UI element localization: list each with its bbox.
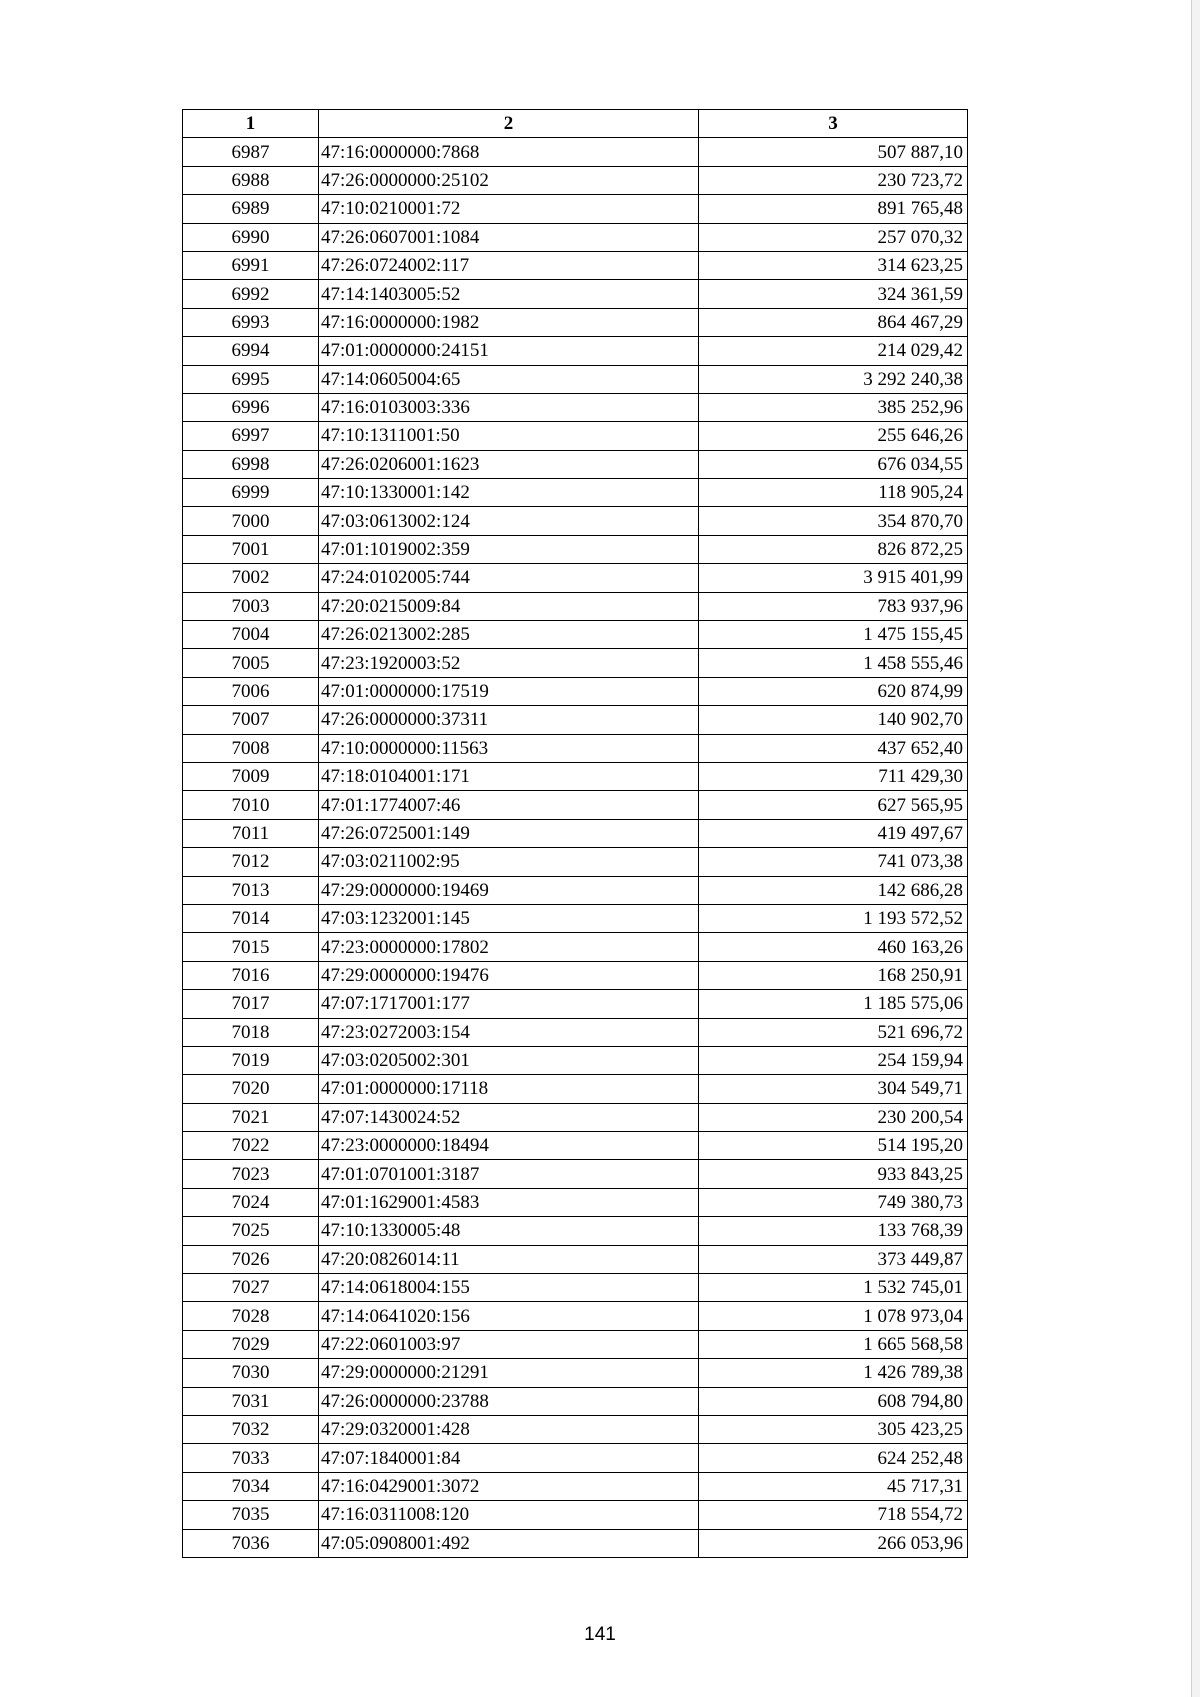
table-row	[183, 592, 968, 620]
cadastral-number-cell: 47:22:0601003:97	[319, 1330, 699, 1358]
value-cell: 507 887,10	[699, 138, 968, 166]
row-number-cell: 6988	[183, 166, 319, 194]
table-row	[183, 251, 968, 279]
row-number-cell: 6997	[183, 422, 319, 450]
row-number-cell: 7003	[183, 592, 319, 620]
row-number-cell: 7009	[183, 762, 319, 790]
table-row	[183, 1359, 968, 1387]
row-number-cell: 7018	[183, 1018, 319, 1046]
cadastral-number-cell: 47:18:0104001:171	[319, 762, 699, 790]
table-row	[183, 1274, 968, 1302]
value-cell: 3 915 401,99	[699, 564, 968, 592]
row-number-cell: 7030	[183, 1359, 319, 1387]
table-row	[183, 1302, 968, 1330]
table-row	[183, 876, 968, 904]
value-cell: 254 159,94	[699, 1046, 968, 1074]
value-cell: 711 429,30	[699, 762, 968, 790]
table-row	[183, 365, 968, 393]
cadastral-number-cell: 47:16:0000000:1982	[319, 308, 699, 336]
value-cell: 1 426 789,38	[699, 1359, 968, 1387]
table-row	[183, 195, 968, 223]
value-cell: 1 193 572,52	[699, 904, 968, 932]
cadastral-number-cell: 47:01:1019002:359	[319, 535, 699, 563]
value-cell: 230 200,54	[699, 1103, 968, 1131]
table-row	[183, 1103, 968, 1131]
table-row	[183, 1188, 968, 1216]
value-cell: 1 475 155,45	[699, 621, 968, 649]
value-cell: 676 034,55	[699, 450, 968, 478]
table-row	[183, 1132, 968, 1160]
cadastral-number-cell: 47:26:0206001:1623	[319, 450, 699, 478]
table-row	[183, 450, 968, 478]
row-number-cell: 6987	[183, 138, 319, 166]
value-cell: 230 723,72	[699, 166, 968, 194]
value-cell: 1 185 575,06	[699, 990, 968, 1018]
cadastral-number-cell: 47:01:0701001:3187	[319, 1160, 699, 1188]
row-number-cell: 6990	[183, 223, 319, 251]
row-number-cell: 7002	[183, 564, 319, 592]
cadastral-number-cell: 47:29:0000000:19469	[319, 876, 699, 904]
cadastral-number-cell: 47:16:0103003:336	[319, 393, 699, 421]
row-number-cell: 6991	[183, 251, 319, 279]
table-row	[183, 138, 968, 166]
cadastral-number-cell: 47:07:1840001:84	[319, 1444, 699, 1472]
row-number-cell: 7015	[183, 933, 319, 961]
value-cell: 1 532 745,01	[699, 1274, 968, 1302]
value-cell: 305 423,25	[699, 1415, 968, 1443]
cadastral-number-cell: 47:10:0000000:11563	[319, 734, 699, 762]
row-number-cell: 7025	[183, 1217, 319, 1245]
value-cell: 864 467,29	[699, 308, 968, 336]
cadastral-number-cell: 47:26:0213002:285	[319, 621, 699, 649]
row-number-cell: 7012	[183, 848, 319, 876]
cadastral-number-cell: 47:20:0215009:84	[319, 592, 699, 620]
table-row	[183, 649, 968, 677]
cadastral-number-cell: 47:26:0000000:25102	[319, 166, 699, 194]
row-number-cell: 7022	[183, 1132, 319, 1160]
value-cell: 168 250,91	[699, 961, 968, 989]
header-col-3: 3	[699, 110, 968, 138]
table-row	[183, 677, 968, 705]
value-cell: 1 458 555,46	[699, 649, 968, 677]
cadastral-number-cell: 47:23:0000000:17802	[319, 933, 699, 961]
value-cell: 45 717,31	[699, 1472, 968, 1500]
table-row	[183, 1160, 968, 1188]
cadastral-number-cell: 47:03:1232001:145	[319, 904, 699, 932]
value-cell: 1 665 568,58	[699, 1330, 968, 1358]
value-cell: 257 070,32	[699, 223, 968, 251]
value-cell: 521 696,72	[699, 1018, 968, 1046]
page-edge-strip	[1191, 0, 1200, 1697]
table-row	[183, 791, 968, 819]
table-row	[183, 337, 968, 365]
table-row	[183, 1415, 968, 1443]
cadastral-number-cell: 47:10:1311001:50	[319, 422, 699, 450]
row-number-cell: 7016	[183, 961, 319, 989]
table-row	[183, 1387, 968, 1415]
row-number-cell: 7029	[183, 1330, 319, 1358]
row-number-cell: 7011	[183, 819, 319, 847]
value-cell: 140 902,70	[699, 706, 968, 734]
table-row	[183, 848, 968, 876]
row-number-cell: 7028	[183, 1302, 319, 1330]
cadastral-number-cell: 47:16:0429001:3072	[319, 1472, 699, 1500]
row-number-cell: 7032	[183, 1415, 319, 1443]
value-cell: 514 195,20	[699, 1132, 968, 1160]
cadastral-number-cell: 47:14:0618004:155	[319, 1274, 699, 1302]
value-cell: 624 252,48	[699, 1444, 968, 1472]
value-cell: 620 874,99	[699, 677, 968, 705]
table-row	[183, 621, 968, 649]
cadastral-number-cell: 47:26:0725001:149	[319, 819, 699, 847]
row-number-cell: 6992	[183, 280, 319, 308]
row-number-cell: 6996	[183, 393, 319, 421]
table-row	[183, 535, 968, 563]
table-row	[183, 933, 968, 961]
table-row	[183, 1018, 968, 1046]
table-row	[183, 734, 968, 762]
value-cell: 627 565,95	[699, 791, 968, 819]
value-cell: 133 768,39	[699, 1217, 968, 1245]
header-col-2: 2	[319, 110, 699, 138]
table-row	[183, 1217, 968, 1245]
cadastral-number-cell: 47:24:0102005:744	[319, 564, 699, 592]
table-row	[183, 1501, 968, 1529]
row-number-cell: 7010	[183, 791, 319, 819]
row-number-cell: 7006	[183, 677, 319, 705]
value-cell: 1 078 973,04	[699, 1302, 968, 1330]
row-number-cell: 7033	[183, 1444, 319, 1472]
cadastral-number-cell: 47:26:0000000:37311	[319, 706, 699, 734]
row-number-cell: 7008	[183, 734, 319, 762]
table-row	[183, 308, 968, 336]
row-number-cell: 7020	[183, 1075, 319, 1103]
table-row	[183, 1529, 968, 1557]
cadastral-number-cell: 47:10:1330005:48	[319, 1217, 699, 1245]
cadastral-number-cell: 47:01:0000000:17118	[319, 1075, 699, 1103]
row-number-cell: 7035	[183, 1501, 319, 1529]
cadastral-number-cell: 47:16:0000000:7868	[319, 138, 699, 166]
value-cell: 826 872,25	[699, 535, 968, 563]
cadastral-number-cell: 47:14:0641020:156	[319, 1302, 699, 1330]
table-row	[183, 422, 968, 450]
header-row	[183, 110, 968, 138]
value-cell: 608 794,80	[699, 1387, 968, 1415]
table-row	[183, 990, 968, 1018]
table-row	[183, 706, 968, 734]
value-cell: 118 905,24	[699, 479, 968, 507]
cadastral-number-cell: 47:29:0320001:428	[319, 1415, 699, 1443]
cadastral-number-cell: 47:01:1774007:46	[319, 791, 699, 819]
table-row	[183, 564, 968, 592]
row-number-cell: 7021	[183, 1103, 319, 1131]
row-number-cell: 7017	[183, 990, 319, 1018]
row-number-cell: 6993	[183, 308, 319, 336]
row-number-cell: 7031	[183, 1387, 319, 1415]
row-number-cell: 6999	[183, 479, 319, 507]
cadastral-number-cell: 47:23:0000000:18494	[319, 1132, 699, 1160]
header-col-1: 1	[183, 110, 319, 138]
value-cell: 373 449,87	[699, 1245, 968, 1273]
data-table	[182, 109, 968, 1558]
table-row	[183, 223, 968, 251]
table-row	[183, 393, 968, 421]
cadastral-number-cell: 47:29:0000000:19476	[319, 961, 699, 989]
cadastral-number-cell: 47:26:0000000:23788	[319, 1387, 699, 1415]
row-number-cell: 7007	[183, 706, 319, 734]
table-row	[183, 961, 968, 989]
table-body	[183, 138, 968, 1558]
row-number-cell: 6995	[183, 365, 319, 393]
cadastral-number-cell: 47:26:0607001:1084	[319, 223, 699, 251]
cadastral-number-cell: 47:10:1330001:142	[319, 479, 699, 507]
value-cell: 142 686,28	[699, 876, 968, 904]
row-number-cell: 7013	[183, 876, 319, 904]
cadastral-number-cell: 47:03:0211002:95	[319, 848, 699, 876]
table-row	[183, 1075, 968, 1103]
row-number-cell: 6998	[183, 450, 319, 478]
row-number-cell: 7019	[183, 1046, 319, 1074]
table-row	[183, 762, 968, 790]
cadastral-number-cell: 47:26:0724002:117	[319, 251, 699, 279]
cadastral-number-cell: 47:05:0908001:492	[319, 1529, 699, 1557]
value-cell: 324 361,59	[699, 280, 968, 308]
value-cell: 460 163,26	[699, 933, 968, 961]
value-cell: 933 843,25	[699, 1160, 968, 1188]
row-number-cell: 6994	[183, 337, 319, 365]
value-cell: 437 652,40	[699, 734, 968, 762]
row-number-cell: 7027	[183, 1274, 319, 1302]
cadastral-number-cell: 47:16:0311008:120	[319, 1501, 699, 1529]
value-cell: 304 549,71	[699, 1075, 968, 1103]
value-cell: 783 937,96	[699, 592, 968, 620]
cadastral-number-cell: 47:23:0272003:154	[319, 1018, 699, 1046]
row-number-cell: 7014	[183, 904, 319, 932]
cadastral-number-cell: 47:07:1430024:52	[319, 1103, 699, 1131]
value-cell: 354 870,70	[699, 507, 968, 535]
value-cell: 3 292 240,38	[699, 365, 968, 393]
row-number-cell: 7000	[183, 507, 319, 535]
value-cell: 214 029,42	[699, 337, 968, 365]
cadastral-number-cell: 47:23:1920003:52	[319, 649, 699, 677]
table-row	[183, 1245, 968, 1273]
table-row	[183, 507, 968, 535]
value-cell: 718 554,72	[699, 1501, 968, 1529]
cadastral-number-cell: 47:14:0605004:65	[319, 365, 699, 393]
table-row	[183, 280, 968, 308]
value-cell: 419 497,67	[699, 819, 968, 847]
value-cell: 891 765,48	[699, 195, 968, 223]
cadastral-number-cell: 47:01:1629001:4583	[319, 1188, 699, 1216]
cadastral-number-cell: 47:01:0000000:17519	[319, 677, 699, 705]
table-row	[183, 1330, 968, 1358]
row-number-cell: 7004	[183, 621, 319, 649]
row-number-cell: 7001	[183, 535, 319, 563]
value-cell: 255 646,26	[699, 422, 968, 450]
cadastral-number-cell: 47:03:0205002:301	[319, 1046, 699, 1074]
table-row	[183, 479, 968, 507]
page-number: 141	[584, 1624, 616, 1645]
value-cell: 314 623,25	[699, 251, 968, 279]
row-number-cell: 7005	[183, 649, 319, 677]
value-cell: 741 073,38	[699, 848, 968, 876]
row-number-cell: 7026	[183, 1245, 319, 1273]
table-row	[183, 1444, 968, 1472]
row-number-cell: 7024	[183, 1188, 319, 1216]
row-number-cell: 7034	[183, 1472, 319, 1500]
cadastral-number-cell: 47:10:0210001:72	[319, 195, 699, 223]
table-header	[183, 110, 968, 138]
row-number-cell: 7036	[183, 1529, 319, 1557]
cadastral-number-cell: 47:07:1717001:177	[319, 990, 699, 1018]
cadastral-number-cell: 47:14:1403005:52	[319, 280, 699, 308]
value-cell: 749 380,73	[699, 1188, 968, 1216]
table-row	[183, 166, 968, 194]
cadastral-number-cell: 47:03:0613002:124	[319, 507, 699, 535]
table-row	[183, 1472, 968, 1500]
table-row	[183, 904, 968, 932]
row-number-cell: 6989	[183, 195, 319, 223]
table-row	[183, 1046, 968, 1074]
row-number-cell: 7023	[183, 1160, 319, 1188]
cadastral-number-cell: 47:01:0000000:24151	[319, 337, 699, 365]
value-cell: 266 053,96	[699, 1529, 968, 1557]
value-cell: 385 252,96	[699, 393, 968, 421]
cadastral-number-cell: 47:29:0000000:21291	[319, 1359, 699, 1387]
cadastral-number-cell: 47:20:0826014:11	[319, 1245, 699, 1273]
table-row	[183, 819, 968, 847]
